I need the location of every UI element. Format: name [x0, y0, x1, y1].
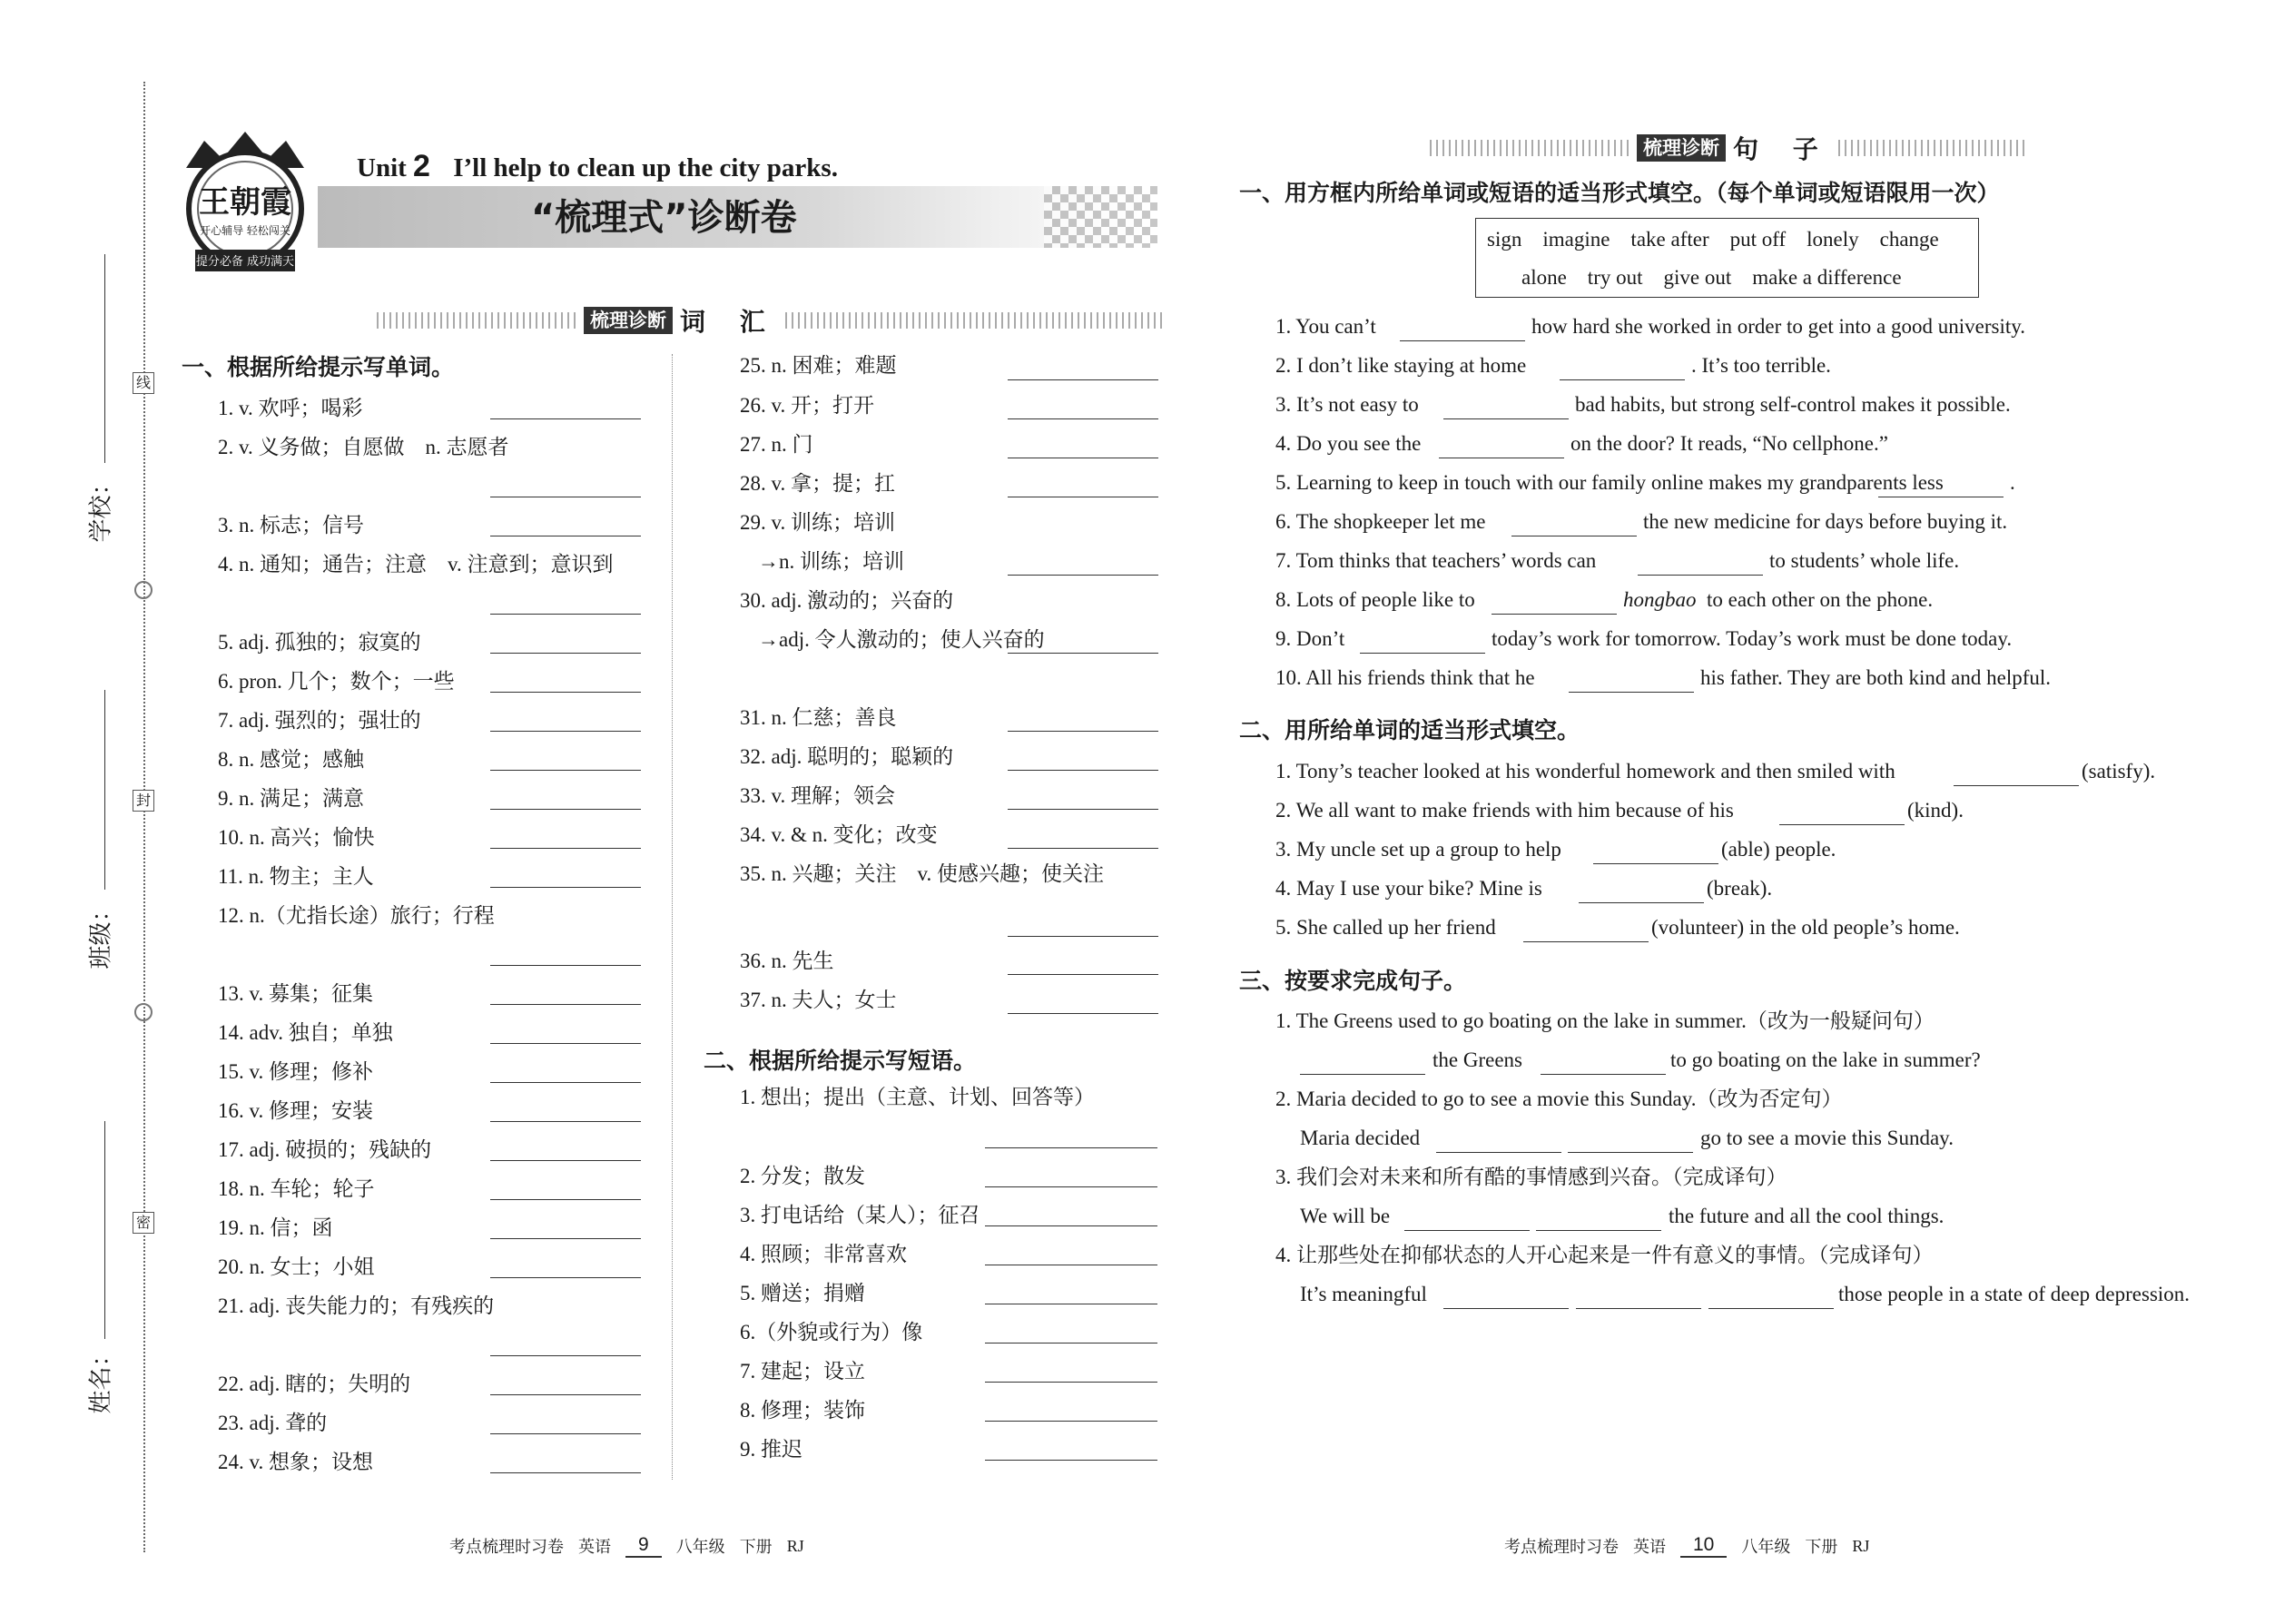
banner-checker — [1044, 186, 1157, 248]
answer-blank[interactable] — [490, 731, 641, 732]
question-text: (volunteer) in the old people’s home. — [1651, 916, 1960, 939]
answer-blank[interactable] — [1436, 1152, 1561, 1153]
answer-blank[interactable] — [490, 418, 641, 419]
vocab-item: 17. adj. 破损的；残缺的 — [218, 1138, 432, 1161]
answer-blank[interactable] — [490, 1355, 641, 1356]
question-text: 8. Lots of people like to — [1275, 588, 1475, 611]
vocab-item: 16. v. 修理；安装 — [218, 1099, 374, 1122]
answer-blank[interactable] — [490, 1082, 641, 1083]
footer-book: 考点梳理时习卷 — [449, 1538, 564, 1556]
answer-blank[interactable] — [490, 848, 641, 849]
margin-ornament — [134, 581, 153, 599]
question-text: 4. May I use your bike? Mine is — [1275, 877, 1542, 900]
brand-logo — [168, 132, 322, 281]
answer-blank[interactable] — [1360, 653, 1485, 654]
q1-text-b: to go boating on the lake in summer? — [1670, 1048, 1981, 1071]
q3-text-b: the future and all the cool things. — [1669, 1205, 1944, 1227]
question-text: 6. The shopkeeper let me — [1275, 510, 1486, 533]
vocab-item: 22. adj. 瞎的；失明的 — [218, 1373, 411, 1395]
footer-left — [449, 1534, 804, 1558]
vocab-section-header — [377, 302, 1167, 339]
unit-title: I’ll help to clean up the city parks. — [453, 153, 838, 182]
question-text: . — [2010, 471, 2015, 494]
q4-text-a: It’s meaningful — [1300, 1283, 1427, 1305]
answer-blank[interactable] — [490, 1199, 641, 1200]
answer-blank[interactable] — [490, 887, 641, 888]
answer-blank[interactable] — [1008, 848, 1158, 849]
question-text: his father. They are both kind and helpful. — [1700, 666, 2052, 689]
answer-blank[interactable] — [1443, 418, 1569, 419]
phrase-item: 9. 推迟 — [740, 1438, 802, 1461]
tick-rule — [785, 312, 1167, 329]
question-text: (able) people. — [1721, 838, 1836, 861]
vocab-item: 9. n. 满足；满意 — [218, 787, 364, 810]
name-label: 姓名： — [87, 1343, 115, 1414]
answer-blank[interactable] — [1638, 575, 1763, 576]
part1-note: （每个单词或短语限用一次） — [1716, 180, 2000, 206]
phrase-item: 8. 修理；装饰 — [740, 1399, 865, 1422]
vocab-item: 36. n. 先生 — [740, 950, 834, 972]
answer-blank[interactable] — [1541, 1074, 1666, 1075]
sentence-title: 句 子 — [1733, 134, 1831, 164]
answer-blank[interactable] — [1579, 902, 1704, 903]
answer-blank[interactable] — [1443, 1308, 1569, 1309]
unit-number: 2 — [413, 149, 430, 183]
tick-rule — [377, 312, 576, 329]
seal-mark-seal: 封 — [133, 790, 154, 812]
vocab-item: 15. v. 修理；修补 — [218, 1060, 374, 1083]
seal-mark-secret: 密 — [133, 1212, 154, 1234]
footer-book: 考点梳理时习卷 — [1504, 1538, 1619, 1556]
answer-blank[interactable] — [490, 770, 641, 771]
question-text: 5. She called up her friend — [1275, 916, 1496, 939]
phrase-item: 1. 想出；提出（主意、计划、回答等） — [740, 1086, 1095, 1108]
answer-blank[interactable] — [1536, 1230, 1661, 1231]
vocab-item: 20. n. 女士；小姐 — [218, 1255, 375, 1278]
vocab-item: 28. v. 拿；提；扛 — [740, 472, 896, 495]
vocab-item: 12. n.（尤指长途）旅行；行程 — [218, 904, 495, 927]
vocab-item: 2. v. 义务做；自愿做 n. 志愿者 — [218, 436, 509, 458]
footer-edition: RJ — [1852, 1536, 1870, 1555]
footer-grade: 八年级 — [675, 1538, 725, 1556]
vocab-item: 10. n. 高兴；愉快 — [218, 826, 375, 849]
vocab-item: 23. adj. 聋的 — [218, 1412, 328, 1434]
vocab-part2-heading: 二、根据所给提示写短语。 — [704, 1048, 977, 1074]
vocab-item: →adj. 令人激动的；使人兴奋的 — [758, 628, 1045, 651]
vocab-item: 1. v. 欢呼；喝彩 — [218, 397, 363, 419]
answer-blank[interactable] — [490, 1004, 641, 1005]
vocab-item: 19. n. 信；函 — [218, 1216, 333, 1239]
school-line — [104, 254, 105, 463]
answer-blank[interactable] — [1523, 941, 1649, 942]
question-text: 3. My uncle set up a group to help — [1275, 838, 1561, 861]
answer-blank[interactable] — [1569, 692, 1694, 693]
footer-subject: 英语 — [1633, 1538, 1666, 1556]
sentence-part1-heading — [1239, 180, 2000, 207]
vocab-tag: 梳理诊断 — [584, 307, 673, 334]
answer-blank[interactable] — [985, 1186, 1157, 1187]
tick-rule — [1430, 140, 1629, 156]
answer-blank[interactable] — [1593, 863, 1718, 864]
part1-title: 一、用方框内所给单词或短语的适当形式填空。 — [1239, 180, 1717, 206]
footer-edition: RJ — [786, 1536, 804, 1555]
question-text: 3. It’s not easy to — [1275, 393, 1419, 416]
answer-blank[interactable] — [985, 1225, 1157, 1226]
vocab-item: 3. n. 标志；信号 — [218, 514, 364, 536]
answer-blank[interactable] — [490, 1160, 641, 1161]
phrase-item: 2. 分发；散发 — [740, 1165, 865, 1187]
answer-blank[interactable] — [1576, 1308, 1701, 1309]
phrase-item: 5. 赠送；捐赠 — [740, 1282, 865, 1304]
answer-blank[interactable] — [1560, 379, 1685, 380]
phrase-item: 6.（外貌或行为）像 — [740, 1321, 923, 1343]
phrase-item: 4. 照顾；非常喜欢 — [740, 1243, 907, 1265]
question-text: (satisfy). — [2082, 760, 2156, 782]
vocab-item: 11. n. 物主；主人 — [218, 865, 374, 888]
answer-blank[interactable] — [490, 1277, 641, 1278]
vocab-item: 6. pron. 几个；数个；一些 — [218, 670, 455, 693]
question-text: (break). — [1707, 877, 1773, 900]
sentence-section-header — [1430, 130, 2024, 166]
vocab-item: 4. n. 通知；通告；注意 v. 注意到；意识到 — [218, 553, 614, 576]
vocab-item: 33. v. 理解；领会 — [740, 784, 896, 807]
answer-blank[interactable] — [1708, 1308, 1834, 1309]
page-number: 10 — [1680, 1534, 1727, 1558]
footer-subject: 英语 — [578, 1538, 611, 1556]
vocab-item: 29. v. 训练；培训 — [740, 511, 896, 534]
question-text: . It’s too terrible. — [1691, 354, 1831, 377]
word-box-row1: sign imagine take after put off lonely change — [1487, 228, 1939, 251]
margin-ornament — [134, 1003, 153, 1021]
question-text: 2. I don’t like staying at home — [1275, 354, 1527, 377]
footer-volume: 下册 — [739, 1538, 773, 1556]
vocab-item: 37. n. 夫人；女士 — [740, 989, 897, 1011]
question-text: hongbao — [1623, 588, 1697, 611]
answer-blank[interactable] — [985, 1147, 1157, 1148]
question-text: 10. All his friends think that he — [1275, 666, 1535, 689]
seal-mark-line: 线 — [133, 372, 154, 394]
question-text: bad habits, but strong self-control makes it possible. — [1575, 393, 2011, 416]
answer-blank[interactable] — [490, 1043, 641, 1044]
answer-blank[interactable] — [1404, 1230, 1530, 1231]
question-text: to students’ whole life. — [1769, 549, 1960, 572]
question-text: to each other on the phone. — [1707, 588, 1934, 611]
page-number: 9 — [625, 1534, 662, 1558]
logo-text: 王朝霞 — [199, 184, 291, 221]
answer-blank[interactable] — [490, 965, 641, 966]
answer-blank[interactable] — [1779, 824, 1905, 825]
answer-blank[interactable] — [985, 1460, 1157, 1461]
word-box-row2: alone try out give out make a difference — [1521, 266, 1902, 289]
answer-blank[interactable] — [1008, 379, 1158, 380]
vocab-item: 30. adj. 激动的；兴奋的 — [740, 589, 954, 612]
answer-blank[interactable] — [1300, 1074, 1425, 1075]
answer-blank[interactable] — [1492, 614, 1617, 615]
vocab-item: 7. adj. 强烈的；强壮的 — [218, 709, 421, 732]
unit-heading — [357, 150, 838, 184]
name-line — [104, 1121, 105, 1339]
answer-blank[interactable] — [490, 653, 641, 654]
phrase-item: 3. 打电话给（某人）；征召 — [740, 1204, 980, 1226]
column-divider — [672, 354, 673, 1480]
q4-text-b: those people in a state of deep depression. — [1838, 1283, 2191, 1305]
q2-text-a: Maria decided — [1300, 1127, 1421, 1149]
answer-blank[interactable] — [490, 614, 641, 615]
sentence-part3-heading: 三、按要求完成句子。 — [1239, 968, 1467, 994]
sentence-part2-heading: 二、用所给单词的适当形式填空。 — [1239, 717, 1580, 743]
question-text: 5. Learning to keep in touch with our family online makes my grandparents less — [1275, 471, 1944, 494]
answer-blank[interactable] — [490, 1238, 641, 1239]
answer-blank[interactable] — [985, 1382, 1157, 1383]
vocab-item: 31. n. 仁慈；善良 — [740, 706, 897, 729]
phrase-item: 7. 建起；设立 — [740, 1360, 865, 1383]
q1-text-a: the Greens — [1433, 1048, 1522, 1071]
question-text: 9. Don’t — [1275, 627, 1345, 650]
answer-blank[interactable] — [490, 1394, 641, 1395]
footer-grade: 八年级 — [1741, 1538, 1791, 1556]
question-text: how hard she worked in order to get into a good university. — [1531, 315, 2026, 338]
answer-blank[interactable] — [1008, 770, 1158, 771]
translate-question-4: 4. 让那些处在抑郁状态的人开心起来是一件有意义的事情。（完成译句） — [1275, 1244, 1934, 1266]
footer-right — [1504, 1534, 1869, 1558]
vocab-item: 35. n. 兴趣；关注 v. 使感兴趣；使关注 — [740, 862, 1105, 885]
class-line — [104, 690, 105, 890]
page-title: “梳理式”诊断卷 — [531, 197, 797, 239]
vocab-title: 词 汇 — [680, 307, 778, 337]
answer-blank[interactable] — [490, 809, 641, 810]
binding-strip — [143, 82, 145, 1552]
tick-rule — [1838, 140, 2024, 156]
q3-text-a: We will be — [1300, 1205, 1391, 1227]
answer-blank[interactable] — [1008, 731, 1158, 732]
vocab-item: 13. v. 募集；征集 — [218, 982, 374, 1005]
class-label: 班级： — [87, 898, 115, 969]
answer-blank[interactable] — [1568, 1152, 1693, 1153]
vocab-item: 18. n. 车轮；轮子 — [218, 1177, 375, 1200]
logo-ribbon: 提分必备 成功满天 — [195, 255, 295, 269]
logo-subtext: 开心辅导 轻松闯关 — [200, 224, 290, 237]
question-text: 1. Tony’s teacher looked at his wonderful homework and then smiled with — [1275, 760, 1895, 782]
answer-blank[interactable] — [1954, 785, 2079, 786]
answer-blank[interactable] — [490, 1121, 641, 1122]
vocab-item: 27. n. 门 — [740, 433, 813, 456]
question-text: on the door? It reads, “No cellphone.” — [1570, 432, 1888, 455]
answer-blank[interactable] — [490, 1433, 641, 1434]
answer-blank[interactable] — [490, 1472, 641, 1473]
answer-blank[interactable] — [490, 692, 641, 693]
question-text: 7. Tom thinks that teachers’ words can — [1275, 549, 1597, 572]
vocab-item: 24. v. 想象；设想 — [218, 1451, 374, 1473]
footer-volume: 下册 — [1805, 1538, 1838, 1556]
unit-label: Unit — [357, 153, 407, 182]
question-text: 1. You can’t — [1275, 315, 1376, 338]
vocab-item: 32. adj. 聪明的；聪颖的 — [740, 745, 954, 768]
answer-blank[interactable] — [1008, 575, 1158, 576]
vocab-item: 5. adj. 孤独的；寂寞的 — [218, 631, 421, 654]
answer-blank[interactable] — [1008, 936, 1158, 937]
question-text: 4. Do you see the — [1275, 432, 1422, 455]
sentence-tag: 梳理诊断 — [1637, 134, 1726, 162]
answer-blank[interactable] — [1008, 809, 1158, 810]
vocab-part1-heading: 一、根据所给提示写单词。 — [182, 354, 455, 380]
transform-question-2: 2. Maria decided to go to see a movie this Sunday.（改为否定句） — [1275, 1088, 1843, 1110]
question-text: 2. We all want to make friends with him because of his — [1275, 799, 1734, 822]
vocab-item: 14. adv. 独自；单独 — [218, 1021, 393, 1044]
vocab-item: 34. v. & n. 变化；改变 — [740, 823, 938, 846]
vocab-item: 26. v. 开；打开 — [740, 394, 875, 417]
answer-blank[interactable] — [1400, 340, 1525, 341]
answer-blank[interactable] — [1008, 974, 1158, 975]
answer-blank[interactable] — [1008, 1013, 1158, 1014]
translate-question-3: 3. 我们会对未来和所有酷的事情感到兴奋。（完成译句） — [1275, 1166, 1787, 1188]
question-text: the new medicine for days before buying it. — [1643, 510, 2008, 533]
answer-blank[interactable] — [985, 1421, 1157, 1422]
answer-blank[interactable] — [1008, 653, 1158, 654]
question-text: today’s work for tomorrow. Today’s work must be done today. — [1492, 627, 2013, 650]
answer-blank[interactable] — [1008, 418, 1158, 419]
transform-question-1: 1. The Greens used to go boating on the lake in summer.（改为一般疑问句） — [1275, 1009, 1935, 1032]
vocab-item: 8. n. 感觉；感触 — [218, 748, 364, 771]
question-text: (kind). — [1907, 799, 1964, 822]
vocab-item: →n. 训练；培训 — [758, 550, 904, 573]
vocab-item: 21. adj. 丧失能力的；有残疾的 — [218, 1294, 495, 1317]
vocab-item: 25. n. 困难；难题 — [740, 354, 897, 377]
school-label: 学校： — [87, 471, 115, 543]
word-box — [1475, 218, 1979, 298]
q2-text-b: go to see a movie this Sunday. — [1700, 1127, 1954, 1149]
